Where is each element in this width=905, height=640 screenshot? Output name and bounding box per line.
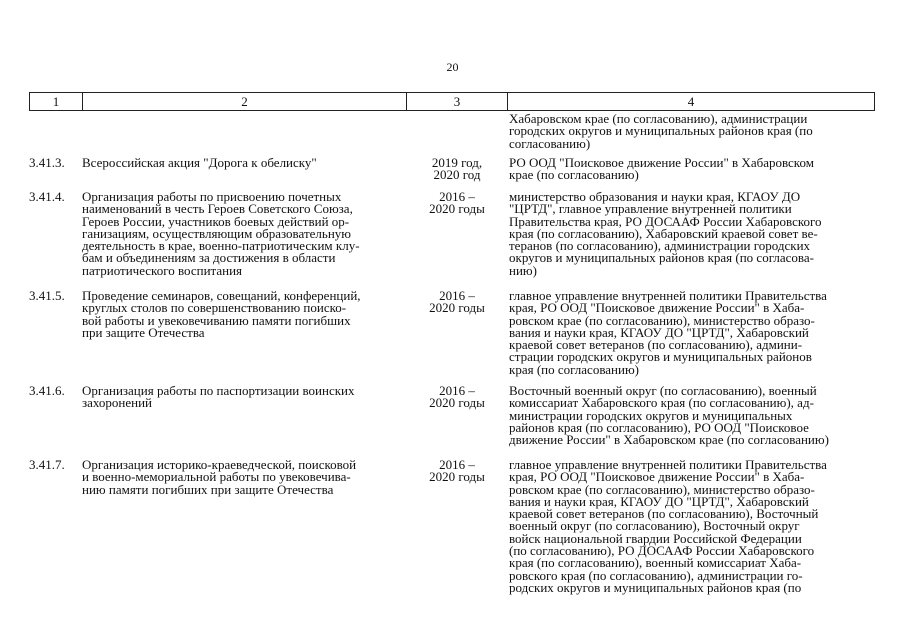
header-col-4: 4 bbox=[508, 93, 875, 111]
text-line: согласованию) bbox=[509, 135, 591, 151]
continuation-text bbox=[509, 113, 875, 150]
text-line: патриотического воспитания bbox=[82, 262, 243, 278]
text-line: главное управление внутренней политики Правительства bbox=[509, 457, 827, 472]
text-line: ровском крае (по согласованию), министерство образо- bbox=[509, 481, 815, 497]
text-line: комиссариат Хабаровского края (по согласованию), ад- bbox=[509, 395, 814, 411]
row-executors bbox=[509, 290, 875, 376]
header-col-1: 1 bbox=[30, 93, 83, 111]
text-line: районов края (по согласованию), РО ООД "Поисковое bbox=[509, 419, 809, 435]
text-line: краевой совет ветеранов (по согласованию), Восточный bbox=[509, 506, 819, 522]
text-line: округов и муниципальных районов края (по согласова- bbox=[509, 250, 814, 266]
text-line: края (по согласованию), Хабаровский краевой совет ве- bbox=[509, 225, 818, 241]
text-line: вания и науки края, КГАОУ ДО "ЦРТД", Хабаровский bbox=[509, 493, 809, 509]
row-executors bbox=[509, 459, 875, 594]
text-line: РО ООД "Поисковое движение России" в Хабаровском bbox=[509, 155, 814, 170]
text-line: войск национальной гвардии Российской Федерации bbox=[509, 530, 802, 546]
header-col-2: 2 bbox=[83, 93, 407, 111]
row-name bbox=[82, 385, 404, 410]
row-number: 3.41.5. bbox=[29, 288, 65, 303]
text-line: 2016 – bbox=[439, 288, 475, 303]
text-line: края, РО ООД "Поисковое движение России" в Хаба- bbox=[509, 300, 805, 316]
text-line: "ЦРТД", главное управление внутренней политики bbox=[509, 201, 792, 217]
text-line: городских округов и муниципальных районов края (по bbox=[509, 123, 813, 139]
text-line: 2020 годы bbox=[429, 469, 485, 485]
text-line: нию памяти погибших при защите Отечества bbox=[82, 481, 334, 497]
row-term bbox=[409, 290, 505, 315]
text-line: ровском крае (по согласованию), министерство образо- bbox=[509, 312, 815, 328]
text-line: бам и объединениям за достижения в области bbox=[82, 250, 336, 266]
text-line: нию) bbox=[509, 262, 537, 278]
row-executors bbox=[509, 157, 875, 182]
row-executors bbox=[509, 385, 875, 446]
text-line: края (по согласованию), военный комиссариат Хаба- bbox=[509, 555, 802, 571]
text-line: страции городских округов и муниципальных районов bbox=[509, 349, 812, 365]
text-line: 2020 годы bbox=[429, 300, 485, 316]
table-header bbox=[29, 92, 875, 111]
text-line: деятельность в крае, военно-патриотическим клу- bbox=[82, 238, 360, 254]
row-name bbox=[82, 290, 404, 339]
text-line: края (по согласованию) bbox=[509, 361, 640, 377]
text-line: главное управление внутренней политики Правительства bbox=[509, 288, 827, 303]
row-term bbox=[409, 191, 505, 216]
text-line: захоронений bbox=[82, 395, 153, 411]
text-line: министрации городских округов и муниципальных bbox=[509, 407, 793, 423]
row-term bbox=[409, 157, 505, 182]
text-line: военный округ (по согласованию), Восточный округ bbox=[509, 518, 800, 534]
text-line: Хабаровском крае (по согласованию), администрации bbox=[509, 111, 808, 126]
text-line: (по согласованию), РО ДОСААФ России Хабаровского bbox=[509, 543, 815, 559]
text-line: краевой совет ветеранов (по согласованию), админи- bbox=[509, 337, 803, 353]
text-line: 2019 год, bbox=[431, 155, 483, 170]
text-line: круглых столов по совершенствованию поиско- bbox=[82, 300, 347, 316]
text-line: вания и науки края, КГАОУ ДО "ЦРТД", Хабаровский bbox=[509, 324, 809, 340]
text-line: Всероссийская акция "Дорога к обелиску" bbox=[82, 155, 317, 170]
text-line: Героев России, участников боевых действий ор- bbox=[82, 213, 350, 229]
row-number: 3.41.7. bbox=[29, 457, 65, 472]
text-line: родских округов и муниципальных районов края (по bbox=[509, 579, 802, 595]
text-line: 2020 годы bbox=[429, 395, 485, 411]
text-line: министерство образования и науки края, КГАОУ ДО bbox=[509, 189, 801, 204]
row-name bbox=[82, 157, 404, 169]
text-line: и военно-мемориальной работы по увековечива- bbox=[82, 469, 351, 485]
text-line: наименований в честь Героев Советского Союза, bbox=[82, 201, 353, 217]
text-line: Правительства края, РО ДОСААФ России Хабаровского bbox=[509, 213, 822, 229]
text-line: вой работы и увековечиванию памяти погибших bbox=[82, 312, 351, 328]
row-name bbox=[82, 191, 404, 277]
row-number: 3.41.4. bbox=[29, 189, 65, 204]
text-line: 2016 – bbox=[439, 189, 475, 204]
row-term bbox=[409, 459, 505, 484]
text-line: ганизациям, осуществляющим образовательную bbox=[82, 225, 351, 241]
text-line: края, РО ООД "Поисковое движение России" в Хаба- bbox=[509, 469, 805, 485]
text-line: Организация историко-краеведческой, поисковой bbox=[82, 457, 357, 472]
row-number: 3.41.6. bbox=[29, 383, 65, 398]
row-executors bbox=[509, 191, 875, 277]
text-line: при защите Отечества bbox=[82, 324, 205, 340]
text-line: теранов (по согласованию), администрации городских bbox=[509, 238, 811, 254]
text-line: 2020 годы bbox=[429, 201, 485, 217]
text-line: Проведение семинаров, совещаний, конференций, bbox=[82, 288, 361, 303]
text-line: Организация работы по присвоению почетных bbox=[82, 189, 342, 204]
row-number: 3.41.3. bbox=[29, 155, 65, 170]
text-line: Восточный военный округ (по согласованию), военный bbox=[509, 383, 817, 398]
row-term bbox=[409, 385, 505, 410]
text-line: 2016 – bbox=[439, 457, 475, 472]
text-line: 2020 год bbox=[433, 167, 481, 183]
text-line: крае (по согласованию) bbox=[509, 167, 639, 183]
row-name bbox=[82, 459, 404, 496]
text-line: движение России" в Хабаровском крае (по согласованию) bbox=[509, 432, 829, 448]
text-line: 2016 – bbox=[439, 383, 475, 398]
page-number: 20 bbox=[446, 60, 459, 74]
text-line: Организация работы по паспортизации воинских bbox=[82, 383, 355, 398]
header-col-3: 3 bbox=[407, 93, 508, 111]
text-line: ровского края (по согласованию), администрации го- bbox=[509, 567, 803, 583]
